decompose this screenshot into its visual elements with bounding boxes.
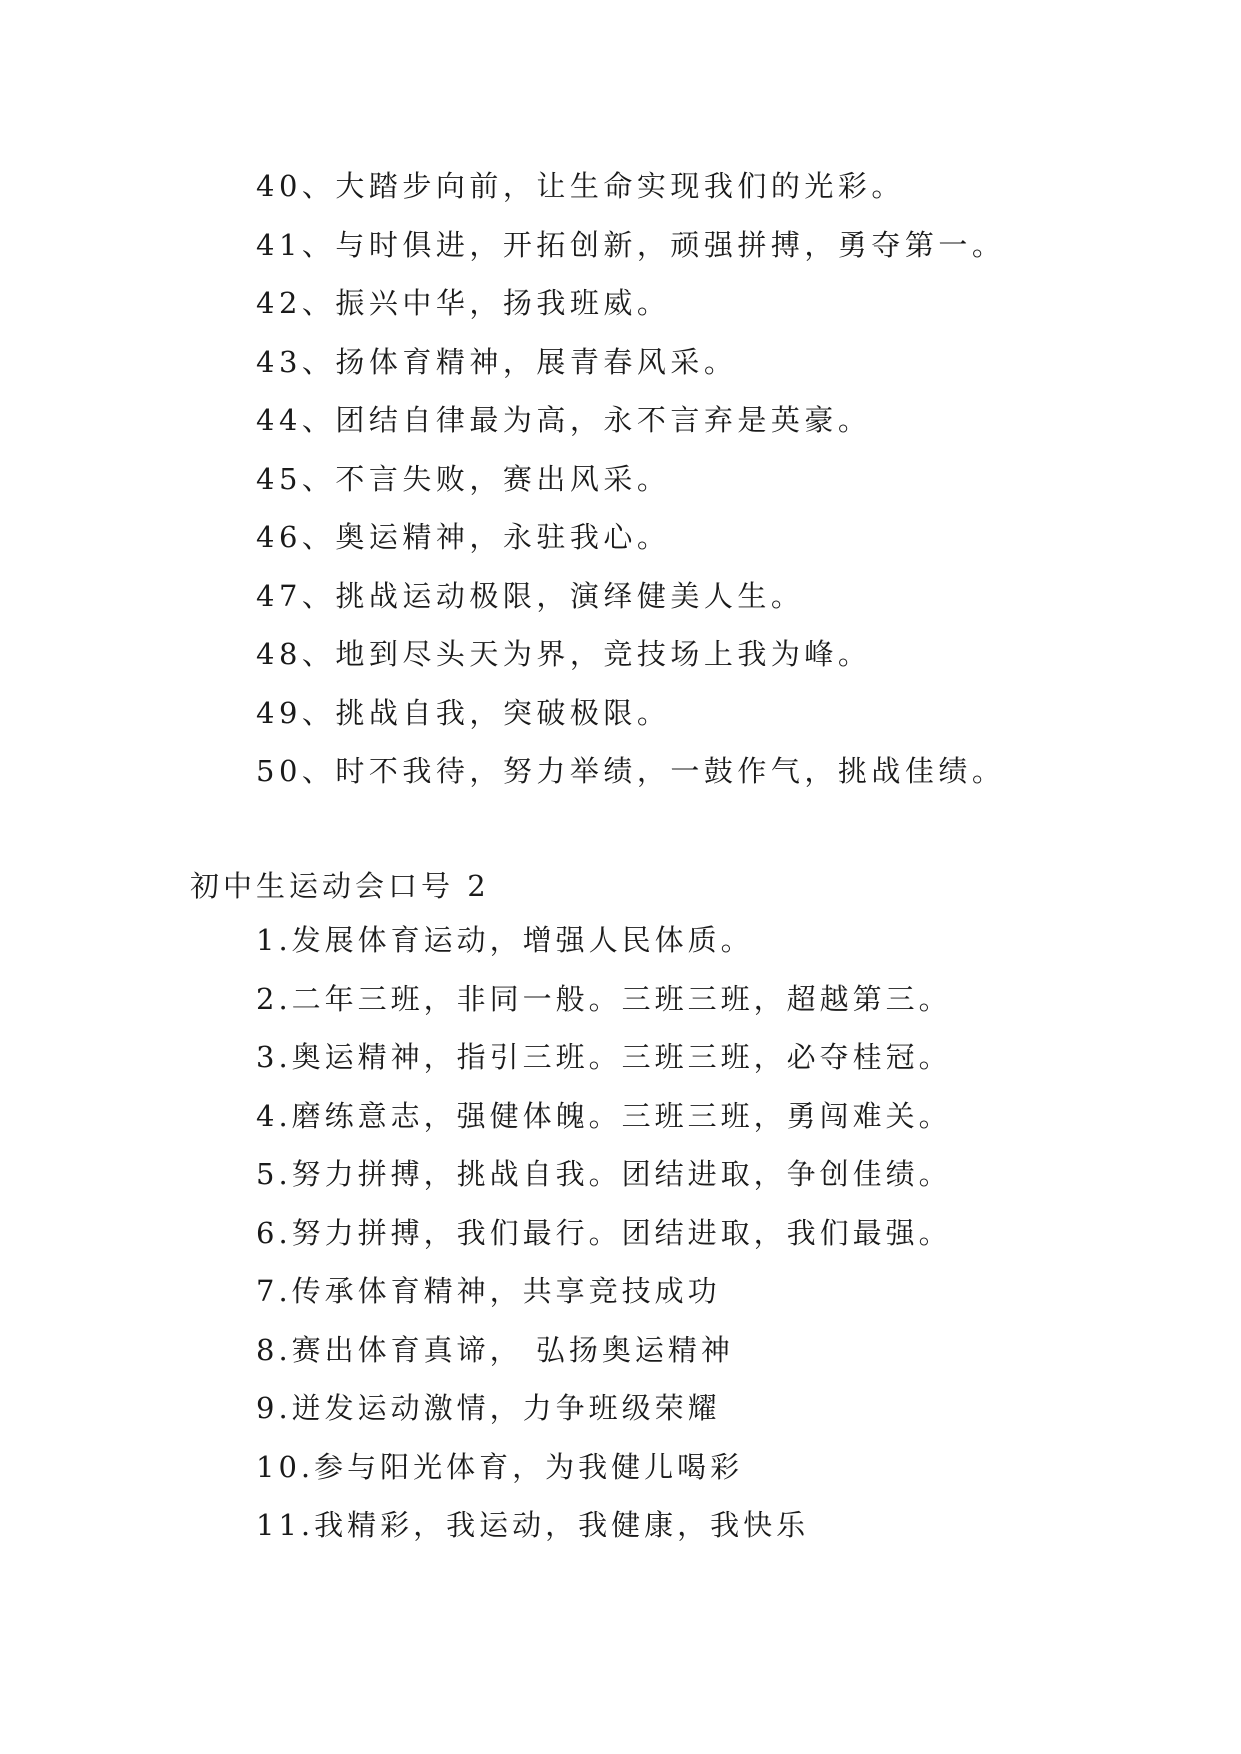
list-item: 8.赛出体育真谛， 弘扬奥运精神 [256, 1332, 734, 1367]
list-item: 48、地到尽头天为界，竞技场上我为峰。 [256, 637, 872, 671]
list-item: 43、扬体育精神，展青春风采。 [256, 344, 738, 379]
list-item: 42、振兴中华，扬我班威。 [256, 286, 671, 320]
list-item: 10.参与阳光体育，为我健儿喝彩 [256, 1449, 744, 1484]
list-item: 9.迸发运动激情，力争班级荣耀 [256, 1391, 721, 1425]
list-item: 6.努力拼搏，我们最行。团结进取，我们最强。 [256, 1215, 952, 1250]
slogan-list-2 [256, 911, 952, 1555]
list-item: 45、不言失败，赛出风采。 [256, 461, 671, 496]
list-item: 49、挑战自我，突破极限。 [256, 695, 671, 730]
list-item: 4.磨练意志，强健体魄。三班三班，勇闯难关。 [256, 1098, 952, 1133]
list-item: 46、奥运精神，永驻我心。 [256, 520, 671, 554]
section-heading: 初中生运动会口号 2 [190, 869, 490, 903]
list-item: 40、大踏步向前，让生命实现我们的光彩。 [256, 169, 905, 203]
list-item: 2.二年三班，非同一般。三班三班，超越第三。 [256, 981, 952, 1016]
slogan-list-1 [256, 157, 1005, 801]
list-item: 50、时不我待，努力举绩，一鼓作气，挑战佳绩。 [256, 754, 1006, 788]
list-item: 41、与时俱进，开拓创新，顽强拼搏，勇夺第一。 [256, 227, 1006, 262]
list-item: 44、团结自律最为高，永不言弃是英豪。 [256, 403, 872, 437]
list-item: 47、挑战运动极限，演绎健美人生。 [256, 578, 805, 613]
list-item: 11.我精彩，我运动，我健康，我快乐 [256, 1508, 810, 1542]
list-item: 7.传承体育精神，共享竞技成功 [256, 1274, 721, 1308]
list-item: 5.努力拼搏，挑战自我。团结进取，争创佳绩。 [256, 1157, 952, 1191]
list-item: 3.奥运精神，指引三班。三班三班，必夺桂冠。 [256, 1040, 952, 1074]
list-item: 1.发展体育运动，增强人民体质。 [256, 923, 754, 957]
